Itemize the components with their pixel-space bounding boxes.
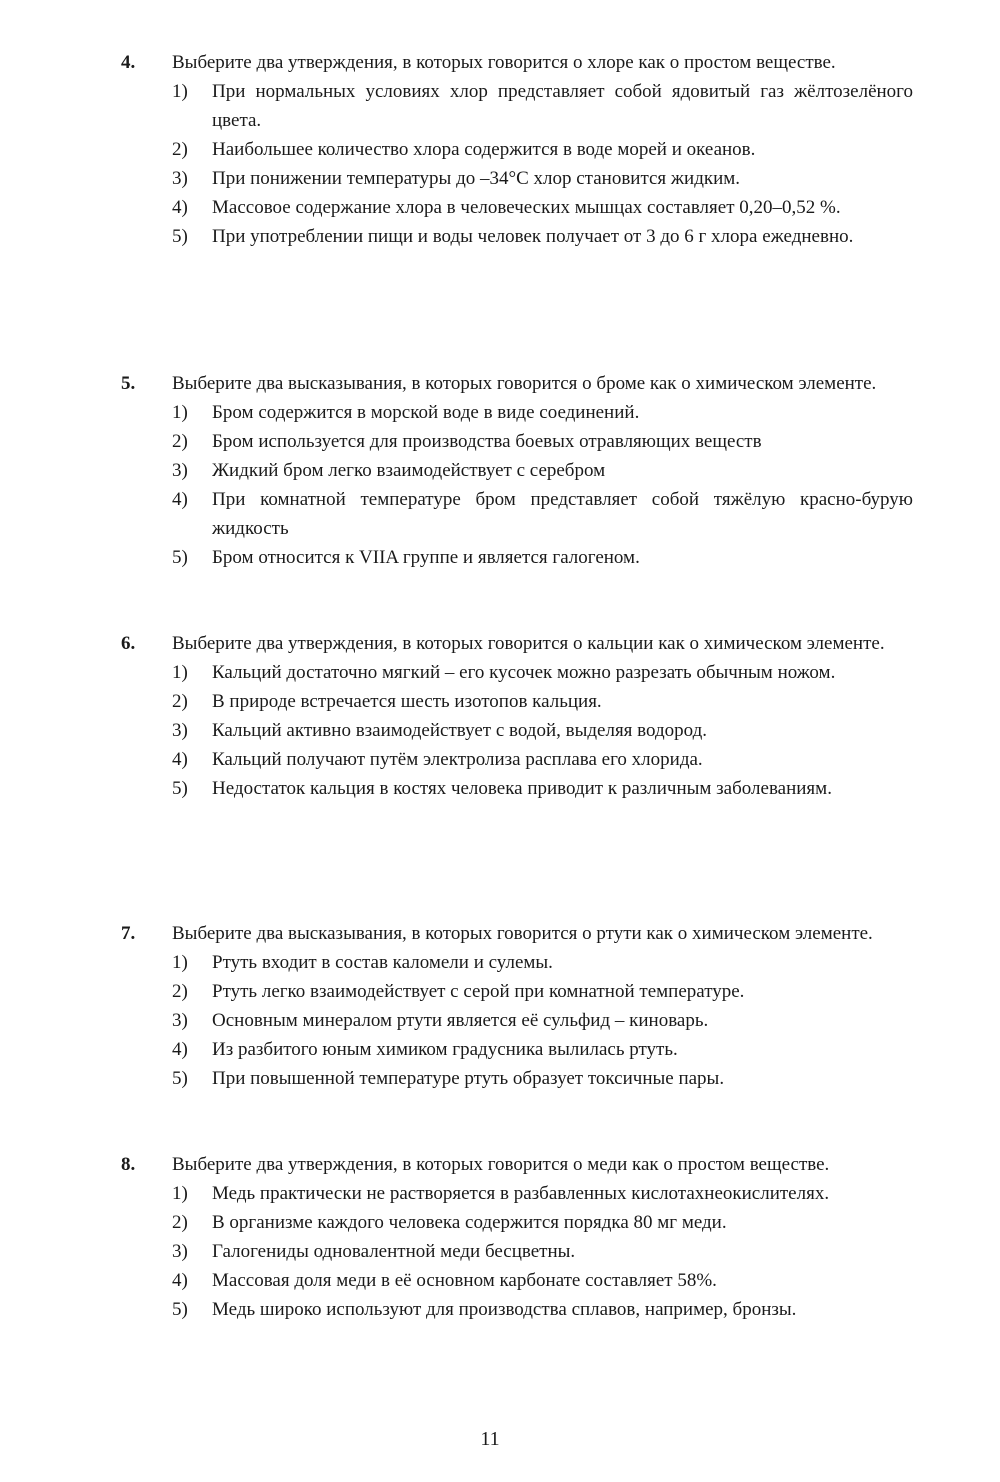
answer-option xyxy=(118,543,913,572)
option-number: 2) xyxy=(172,139,188,160)
option-number: 5) xyxy=(172,226,188,247)
answer-option xyxy=(118,485,913,543)
option-text: При повышенной температуре ртуть образует токсичные пары. xyxy=(212,1068,725,1089)
option-number: 3) xyxy=(172,168,188,189)
answer-option xyxy=(118,1179,913,1208)
answer-option xyxy=(118,1064,913,1093)
answer-option xyxy=(118,427,913,456)
question-stem xyxy=(118,629,913,658)
option-number: 4) xyxy=(172,1270,188,1291)
option-text: При употреблении пищи и воды человек получает от 3 до 6 г хлора ежедневно. xyxy=(212,226,854,247)
answer-option xyxy=(118,77,913,135)
answer-option xyxy=(118,1237,913,1266)
option-text: Массовое содержание хлора в человеческих мышцах составляет 0,20–0,52 %. xyxy=(212,197,841,218)
option-text: Медь широко используют для производства сплавов, например, бронзы. xyxy=(212,1299,797,1320)
option-number: 5) xyxy=(172,547,188,568)
question-text: Выберите два утверждения, в которых говорится о меди как о простом веществе. xyxy=(172,1154,830,1175)
option-number: 3) xyxy=(172,1241,188,1262)
option-number: 2) xyxy=(172,1212,188,1233)
question-text: Выберите два высказывания, в которых говорится о броме как о химическом элементе. xyxy=(172,373,877,394)
answer-option xyxy=(118,745,913,774)
option-number: 3) xyxy=(172,1010,188,1031)
answer-options xyxy=(118,658,913,803)
answer-options xyxy=(118,948,913,1093)
question-text: Выберите два утверждения, в которых говорится о кальции как о химическом элементе. xyxy=(172,633,885,654)
option-text: Ртуть легко взаимодействует с серой при комнатной температуре. xyxy=(212,981,745,1002)
answer-option xyxy=(118,164,913,193)
option-number: 4) xyxy=(172,489,188,510)
question-stem xyxy=(118,1150,913,1179)
option-number: 1) xyxy=(172,952,188,973)
answer-options xyxy=(118,398,913,572)
question-number: 6. xyxy=(121,633,136,654)
answer-option xyxy=(118,658,913,687)
question-stem xyxy=(118,369,913,398)
option-text: При комнатной температуре бром представляет собой тяжёлую красно-бурую жидкость xyxy=(212,489,913,539)
answer-options xyxy=(118,1179,913,1324)
option-text: Кальций получают путём электролиза расплава его хлорида. xyxy=(212,749,703,770)
option-number: 1) xyxy=(172,1183,188,1204)
question-number: 7. xyxy=(121,923,136,944)
option-number: 5) xyxy=(172,1068,188,1089)
option-number: 2) xyxy=(172,981,188,1002)
option-number: 3) xyxy=(172,460,188,481)
answer-option xyxy=(118,1006,913,1035)
option-text: Наибольшее количество хлора содержится в воде морей и океанов. xyxy=(212,139,756,160)
option-text: При понижении температуры до –34°C хлор становится жидким. xyxy=(212,168,741,189)
option-number: 1) xyxy=(172,402,188,423)
question-6 xyxy=(118,629,913,803)
question-text: Выберите два высказывания, в которых говорится о ртути как о химическом элементе. xyxy=(172,923,873,944)
answer-option xyxy=(118,456,913,485)
option-number: 5) xyxy=(172,1299,188,1320)
option-text: Кальций достаточно мягкий – его кусочек можно разрезать обычным ножом. xyxy=(212,662,836,683)
answer-option xyxy=(118,687,913,716)
answer-option xyxy=(118,1266,913,1295)
question-number: 8. xyxy=(121,1154,136,1175)
option-number: 2) xyxy=(172,431,188,452)
answer-option xyxy=(118,977,913,1006)
option-text: Галогениды одновалентной меди бесцветны. xyxy=(212,1241,576,1262)
question-8 xyxy=(118,1150,913,1324)
question-stem xyxy=(118,919,913,948)
option-text: При нормальных условиях хлор представляет собой ядовитый газ жёлтозелёного цвета. xyxy=(212,81,913,131)
answer-option xyxy=(118,716,913,745)
option-number: 4) xyxy=(172,749,188,770)
option-number: 1) xyxy=(172,662,188,683)
option-number: 2) xyxy=(172,691,188,712)
option-text: Бром относится к VIIA группе и является галогеном. xyxy=(212,547,640,568)
option-number: 4) xyxy=(172,1039,188,1060)
answer-option xyxy=(118,1295,913,1324)
answer-option xyxy=(118,774,913,803)
option-text: Недостаток кальция в костях человека приводит к различным заболеваниям. xyxy=(212,778,832,799)
option-text: Массовая доля меди в её основном карбонате составляет 58%. xyxy=(212,1270,717,1291)
answer-option xyxy=(118,193,913,222)
option-text: Бром содержится в морской воде в виде соединений. xyxy=(212,402,640,423)
option-text: Основным минералом ртути является её сульфид – киноварь. xyxy=(212,1010,709,1031)
answer-option xyxy=(118,1208,913,1237)
question-text: Выберите два утверждения, в которых говорится о хлоре как о простом веществе. xyxy=(172,52,836,73)
answer-option xyxy=(118,398,913,427)
page-number: 11 xyxy=(480,1428,500,1450)
answer-option xyxy=(118,135,913,164)
option-text: Кальций активно взаимодействует с водой, выделяя водород. xyxy=(212,720,708,741)
question-number: 4. xyxy=(121,52,136,73)
question-4 xyxy=(118,48,913,251)
option-number: 3) xyxy=(172,720,188,741)
answer-option xyxy=(118,1035,913,1064)
option-number: 4) xyxy=(172,197,188,218)
answer-option xyxy=(118,222,913,251)
option-number: 1) xyxy=(172,81,188,102)
option-text: Жидкий бром легко взаимодействует с серебром xyxy=(212,460,606,481)
option-number: 5) xyxy=(172,778,188,799)
answer-options xyxy=(118,77,913,251)
answer-option xyxy=(118,948,913,977)
option-text: Медь практически не растворяется в разбавленных кислотахнеокислителях. xyxy=(212,1183,830,1204)
question-number: 5. xyxy=(121,373,136,394)
option-text: В организме каждого человека содержится порядка 80 мг меди. xyxy=(212,1212,727,1233)
question-7 xyxy=(118,919,913,1093)
option-text: Из разбитого юным химиком градусника вылилась ртуть. xyxy=(212,1039,678,1060)
option-text: В природе встречается шесть изотопов кальция. xyxy=(212,691,602,712)
option-text: Ртуть входит в состав каломели и сулемы. xyxy=(212,952,553,973)
option-text: Бром используется для производства боевых отравляющих веществ xyxy=(212,431,762,452)
question-stem xyxy=(118,48,913,77)
question-5 xyxy=(118,369,913,572)
